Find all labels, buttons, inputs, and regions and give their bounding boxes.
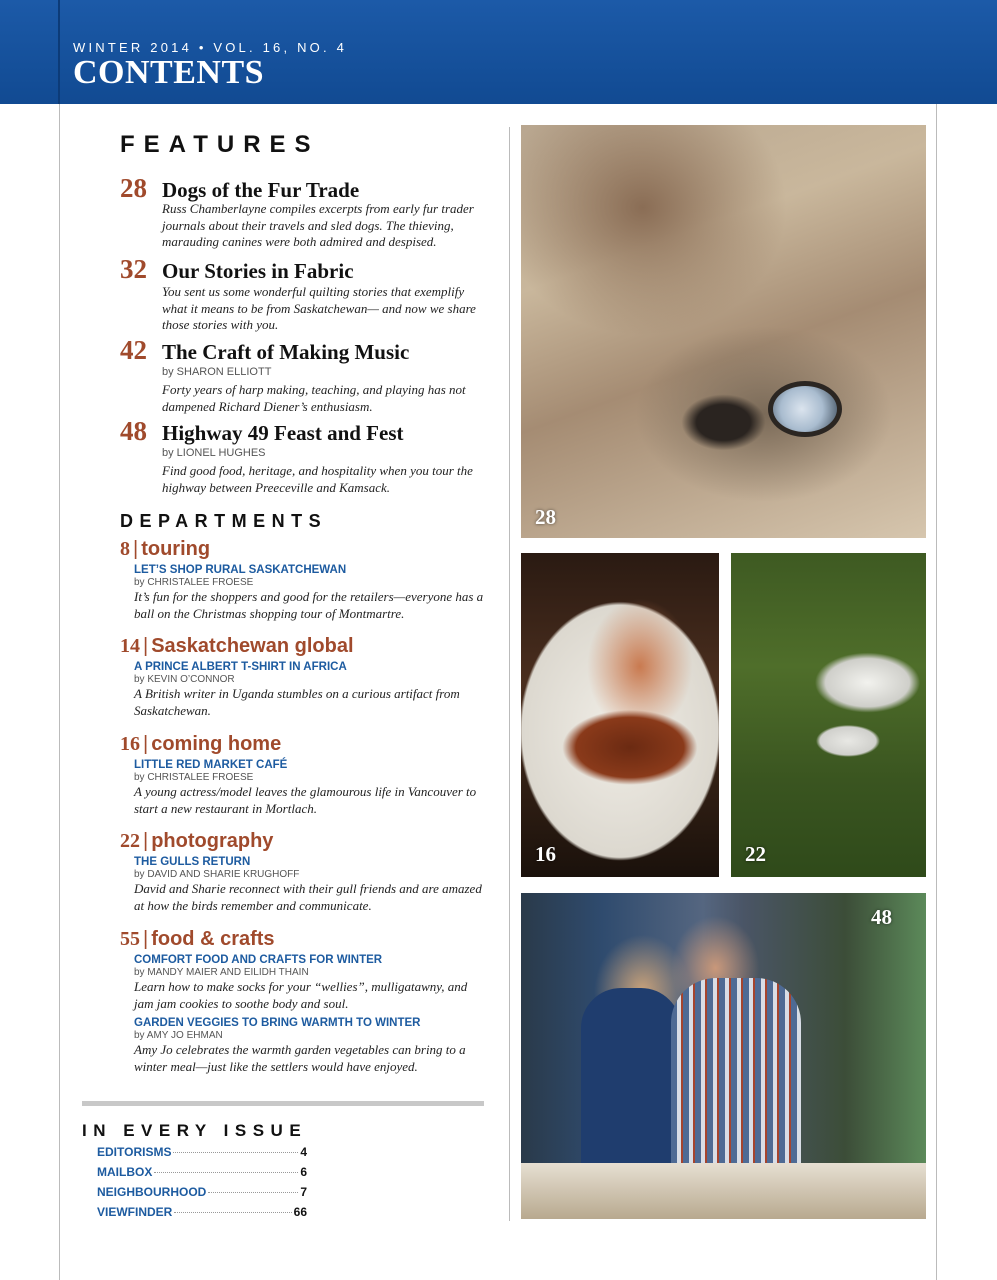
- feature-description: You sent us some wonderful quilting stories that exemplify what it means to be from Saskatchewan— and now we share those stories with you.: [162, 284, 476, 332]
- article-byline: by AMY JO EHMAN: [134, 1030, 223, 1041]
- page-title: CONTENTS: [73, 54, 265, 91]
- article-description: David and Sharie reconnect with their gull friends and are amazed at how the birds remember and communicate.: [134, 881, 482, 913]
- list-item[interactable]: [97, 1165, 307, 1185]
- department-name: Saskatchewan global: [151, 635, 354, 657]
- leader-dots: [208, 1192, 298, 1193]
- item-page: 6: [300, 1165, 307, 1179]
- feature-title[interactable]: Dogs of the Fur Trade: [162, 178, 360, 202]
- features-heading: FEATURES: [120, 131, 320, 158]
- list-item[interactable]: [97, 1185, 307, 1205]
- left-margin-rule: [59, 104, 60, 1280]
- kitchen-couple-photo[interactable]: [521, 893, 926, 1219]
- section-divider: [82, 1101, 484, 1106]
- separator: |: [143, 733, 149, 755]
- food-table: [521, 1163, 926, 1219]
- article-description: Learn how to make socks for your “wellies”, mulligatawny, and jam jam cookies to soothe body and soul.: [134, 979, 468, 1011]
- every-issue-heading: IN EVERY ISSUE: [82, 1121, 308, 1140]
- masthead-rule: [58, 0, 60, 104]
- issue-line: WINTER 2014 • VOL. 16, NO. 4: [73, 40, 348, 55]
- article-title[interactable]: LITTLE RED MARKET CAFÉ: [134, 759, 288, 771]
- feature-title[interactable]: The Craft of Making Music: [162, 340, 410, 364]
- list-item[interactable]: [97, 1205, 307, 1225]
- dog-eye-photo[interactable]: [521, 125, 926, 538]
- gull-photo[interactable]: [731, 553, 926, 877]
- dog-eye: [768, 381, 842, 437]
- article-description: Amy Jo celebrates the warmth garden vegetables can bring to a winter meal—just like the settlers would have enjoyed.: [134, 1042, 466, 1074]
- item-label[interactable]: MAILBOX: [97, 1165, 153, 1179]
- item-label[interactable]: NEIGHBOURHOOD: [97, 1185, 207, 1199]
- item-label[interactable]: EDITORISMS: [97, 1145, 172, 1159]
- department-heading[interactable]: [120, 538, 490, 561]
- department-name: food & crafts: [151, 928, 275, 950]
- article[interactable]: [134, 856, 490, 914]
- article[interactable]: [134, 954, 490, 1012]
- article[interactable]: [134, 1017, 490, 1075]
- item-page: 7: [300, 1185, 307, 1199]
- department-heading[interactable]: [120, 733, 490, 756]
- department-page-number: 22: [120, 830, 140, 852]
- separator: |: [133, 538, 139, 560]
- departments-heading: DEPARTMENTS: [120, 511, 328, 531]
- feature-description: Forty years of harp making, teaching, and playing has not dampened Richard Diener’s enthusiasm.: [162, 382, 466, 414]
- article-description: A young actress/model leaves the glamourous life in Vancouver to start a new restaurant in Mortlach.: [134, 784, 477, 816]
- article-title[interactable]: LET’S SHOP RURAL SASKATCHEWAN: [134, 564, 347, 576]
- every-issue-list: [97, 1145, 307, 1225]
- list-item[interactable]: [97, 1145, 307, 1165]
- department-page-number: 8: [120, 538, 130, 560]
- feature-title[interactable]: Our Stories in Fabric: [162, 259, 354, 283]
- feature-page-number: 28: [120, 173, 147, 203]
- department-name: photography: [151, 830, 274, 852]
- leader-dots: [174, 1212, 291, 1213]
- feature-title[interactable]: Highway 49 Feast and Fest: [162, 421, 404, 445]
- department-item[interactable]: [120, 733, 490, 817]
- department-name: coming home: [151, 733, 282, 755]
- article-title[interactable]: A PRINCE ALBERT T-SHIRT IN AFRICA: [134, 661, 347, 673]
- article-description: It’s fun for the shoppers and good for the retailers—everyone has a ball on the Christmas shopping tour of Montmartre.: [134, 589, 484, 621]
- leader-dots: [154, 1172, 298, 1173]
- department-page-number: 55: [120, 928, 140, 950]
- feature-page-number: 32: [120, 254, 147, 284]
- separator: |: [143, 928, 149, 950]
- feature-description: Russ Chamberlayne compiles excerpts from early fur trader journals about their travels and sled dogs. The thieving, marauding canines were both admired and despised.: [162, 201, 474, 249]
- item-page: 4: [300, 1145, 307, 1159]
- feature-byline: by SHARON ELLIOTT: [162, 366, 272, 378]
- separator: |: [143, 830, 149, 852]
- feature-page-number: 48: [120, 416, 147, 446]
- department-item[interactable]: [120, 928, 490, 1075]
- masthead: [0, 0, 997, 104]
- article-byline: by CHRISTALEE FROESE: [134, 577, 254, 588]
- article-byline: by MANDY MAIER AND EILIDH THAIN: [134, 967, 309, 978]
- department-heading[interactable]: [120, 928, 490, 951]
- separator: |: [143, 635, 149, 657]
- department-page-number: 14: [120, 635, 140, 657]
- feature-description: Find good food, heritage, and hospitality when you tour the highway between Preeceville and Kamsack.: [162, 463, 473, 495]
- right-margin-rule: [936, 104, 937, 1280]
- article-title[interactable]: GARDEN VEGGIES TO BRING WARMTH TO WINTER: [134, 1017, 421, 1029]
- article-byline: by DAVID AND SHARIE KRUGHOFF: [134, 869, 300, 880]
- column-divider: [509, 127, 510, 1221]
- department-name: touring: [141, 538, 211, 560]
- department-page-number: 16: [120, 733, 140, 755]
- article-byline: by CHRISTALEE FROESE: [134, 772, 254, 783]
- article-title[interactable]: COMFORT FOOD AND CRAFTS FOR WINTER: [134, 954, 383, 966]
- article[interactable]: [134, 564, 490, 622]
- department-item[interactable]: [120, 635, 490, 719]
- department-heading[interactable]: [120, 830, 490, 853]
- department-heading[interactable]: [120, 635, 490, 658]
- photo-page-label: 28: [535, 505, 556, 529]
- food-plate-photo[interactable]: [521, 553, 719, 877]
- photo-page-label: 48: [871, 905, 892, 929]
- leader-dots: [173, 1152, 298, 1153]
- article[interactable]: [134, 661, 490, 719]
- feature-byline: by LIONEL HUGHES: [162, 447, 266, 459]
- photo-page-label: 22: [745, 842, 766, 866]
- feature-page-number: 42: [120, 335, 147, 365]
- department-item[interactable]: [120, 538, 490, 622]
- article-title[interactable]: THE GULLS RETURN: [134, 856, 251, 868]
- photo-page-label: 16: [535, 842, 556, 866]
- item-page: 66: [293, 1205, 307, 1219]
- article-byline: by KEVIN O’CONNOR: [134, 674, 235, 685]
- article-description: A British writer in Uganda stumbles on a curious artifact from Saskatchewan.: [134, 686, 460, 718]
- article[interactable]: [134, 759, 490, 817]
- item-label[interactable]: VIEWFINDER: [97, 1205, 173, 1219]
- department-item[interactable]: [120, 830, 490, 914]
